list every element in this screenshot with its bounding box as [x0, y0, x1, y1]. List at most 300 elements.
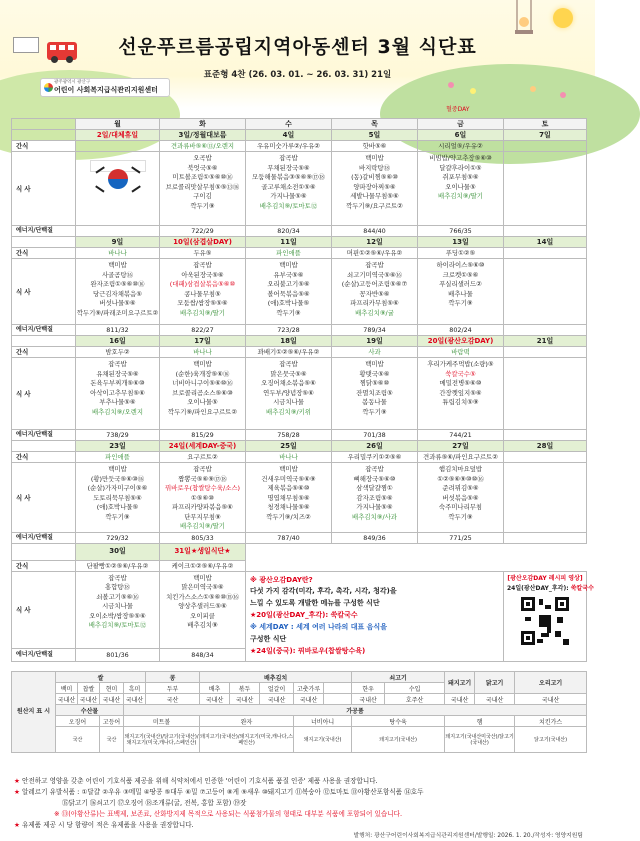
origin-head: 볶두 [230, 683, 260, 694]
meal-cell [332, 259, 418, 325]
origin-group-beef: 쇠고기 [352, 672, 445, 683]
origin-value2: 국산 [56, 727, 100, 753]
date-row [12, 130, 587, 141]
snack-cell: 바나나 [246, 452, 332, 463]
meal-item: 사골곰탕⑯ [101, 270, 134, 279]
date-cell: 5일 [332, 130, 418, 141]
logo-line1: 광주광역시 광산구 [54, 80, 91, 85]
snack-cell [504, 248, 587, 259]
info-note-line: ★24일(중국): 꿔바로우(찹쌀탕수육) [250, 646, 366, 655]
meal-item: 백미밥 [193, 573, 212, 582]
meal-item: 청경채나물⑤⑥ [267, 503, 310, 511]
snack-row [12, 141, 587, 152]
meal-row [12, 259, 587, 325]
meal-item: (황)만둣국⑤⑥⑩⑯ [90, 474, 145, 483]
meal-cell [504, 152, 587, 226]
meal-cell [246, 259, 332, 325]
origin-head: 현미 [100, 683, 124, 694]
origin-head: 두부 [146, 683, 200, 694]
meal-item: (순살)가자미구이⑤⑥ [87, 484, 148, 492]
meal-item: ①②⑤⑥⑨⑩⑩⑯ [437, 474, 484, 483]
meal-item: 가지나물⑤⑥ [270, 192, 307, 200]
snack-row [12, 560, 587, 571]
meal-item: 미트볼조림①⑤⑥⑩⑯ [172, 173, 233, 181]
meal-item: 깍두기⑨ [276, 308, 301, 317]
origin-value: 국내산 [56, 694, 78, 705]
meal-item: 찜닭⑤⑥⑩ [359, 379, 390, 387]
weekday-header-row [12, 119, 587, 130]
snack-cell: 견과류⑤⑥/파인요구르트② [418, 452, 504, 463]
meal-item: 맑은뭇국⑤⑥ [270, 369, 307, 378]
meal-item: (순한)육개장⑤⑥⑯ [175, 369, 230, 378]
meal-item: 제육볶음⑤⑥⑩ [267, 484, 310, 492]
date-cell: 12일 [332, 237, 418, 248]
date-cell: 7일 [504, 130, 587, 141]
info-note-line: 다섯 가지 감각(미각, 후각, 촉각, 시각, 청각)을 [250, 587, 397, 596]
meal-item: (대패)삼겹살볶음⑤⑥⑩ [169, 280, 236, 288]
meal-row [12, 463, 587, 533]
recipe-video-box [504, 571, 594, 661]
date-cell: 27일 [418, 441, 504, 452]
energy-cell: 802/24 [418, 325, 504, 336]
origin-head2: 고등어 [100, 716, 124, 727]
meal-item: 삼색달걀찜① [356, 484, 393, 492]
origin-group-kimchi: 배추김치 [200, 672, 352, 683]
meal-cell [76, 259, 160, 325]
meal-item: 쇠볼고기⑤⑥⑯ [96, 592, 139, 601]
meal-item: 쇠고기미역국⑤⑥⑯ [347, 270, 402, 279]
snack-label: 간식 [12, 248, 76, 259]
meal-label: 식 사 [12, 259, 76, 325]
korean-flag-icon [90, 160, 146, 172]
snack-cell [504, 141, 587, 152]
recipe-line: 24일(광산DAY_후각): 쑥칼국수 [507, 585, 594, 592]
weekday-fri: 금 [418, 119, 504, 130]
date-cell: 3일/정월대보름 [160, 130, 246, 141]
meal-item: 백미밥 [279, 465, 298, 473]
meal-item: 브로콜리맛살무침⑤⑤⑬⑯ [165, 182, 240, 191]
meal-item: 잡곡밥 [279, 360, 298, 368]
meal-item: 깍두기⑨/요구르트② [346, 201, 403, 210]
energy-cell: 738/29 [76, 430, 160, 441]
energy-cell [504, 226, 587, 237]
date-cell: 26일 [332, 441, 418, 452]
origin-head2: 치킨가스 [515, 716, 587, 727]
meal-item: 배추김치⑨/사과 [352, 512, 397, 521]
center-logo [40, 78, 170, 97]
energy-cell: 801/36 [76, 648, 160, 661]
snack-cell: 밤호두② [76, 347, 160, 358]
meal-item: 달걀후라이①⑤ [439, 163, 482, 172]
weeks-body [12, 130, 594, 662]
meal-item: 배추김치⑨/키위 [266, 407, 311, 416]
meal-item: 잡곡밥 [193, 261, 212, 269]
meal-cell [160, 358, 246, 430]
meal-cell [76, 463, 160, 533]
energy-cell: 766/35 [418, 226, 504, 237]
meal-item: 햄김치마요덮밥 [438, 465, 483, 473]
energy-row [12, 325, 587, 336]
meal-label: 식 사 [12, 571, 76, 648]
meal-item: 잡곡밥 [108, 360, 127, 368]
weekday-wed: 수 [246, 119, 332, 130]
snack-cell: 견과류바⑤⑥⑬/오렌지 [160, 141, 246, 152]
meal-item: (애)호박나물⑤ [267, 299, 310, 307]
origin-group-seafood: 수산물 [56, 705, 124, 716]
snack-label: 간식 [12, 452, 76, 463]
origin-label: 원산지 표 시 [12, 672, 56, 753]
origin-value: 국내산 [230, 694, 260, 705]
meal-item: 오이나물⑤ [445, 182, 476, 191]
origin-head2: 완자 [200, 716, 294, 727]
meal-item: 백미밥 [365, 154, 384, 162]
energy-cell [504, 533, 587, 544]
origin-value: 국내산 [260, 694, 294, 705]
energy-cell [504, 430, 587, 441]
meal-item: 배추김치⑨/딸기 [180, 522, 225, 530]
meal-cell [332, 358, 418, 430]
energy-label: 에너지/단백질 [12, 430, 76, 441]
meal-item: 단무지무침⑨ [184, 512, 221, 521]
meal-item: 배추김치⑨/딸기 [180, 308, 225, 317]
snack-label: 간식 [12, 560, 76, 571]
meal-item: 건새우미역국⑤⑥⑨ [261, 474, 316, 483]
meal-item: 배추김치⑨/귤 [355, 308, 394, 317]
meal-item: 준려뮈김⑤⑥ [442, 484, 479, 492]
meal-cell [504, 358, 587, 430]
origin-value: 국내산 [352, 694, 385, 705]
meal-item: 아욱된장국⑤⑥ [181, 270, 224, 279]
meal-item: 배추김치⑨/토마토⑫ [259, 201, 318, 210]
menu-table [11, 118, 594, 662]
meal-item: 볼어묵볶음⑤⑥ [267, 289, 310, 298]
meal-item: (순살)고등어조림⑤⑥⑦ [341, 280, 408, 288]
origin-head: 얼갈이 [260, 683, 294, 694]
origin-head: 한우 [352, 683, 385, 694]
origin-group-rice: 쌀 [56, 672, 146, 683]
snack-label: 간식 [12, 141, 76, 152]
origin-head: 배추 [200, 683, 230, 694]
meal-item: ①⑤⑥⑩ [191, 493, 214, 502]
energy-row [12, 430, 587, 441]
snack-row [12, 347, 587, 358]
meal-item: 비빔밥/약고추장⑤⑥⑩ [429, 154, 492, 162]
recipe-title: [광산오감DAY 레시피 영상] [507, 574, 583, 582]
snack-cell [504, 347, 587, 358]
weekday-sat: 토 [504, 119, 587, 130]
note-line: ⑮닭고기 ⑯쇠고기 ⑰오징어 ⑱조개류(굴, 전복, 홍합 포함) ⑲잣 [62, 798, 247, 807]
origin-head2: 탕수육 [352, 716, 445, 727]
logo-line2: 어린이 사회복지급식관리지원센터 [54, 86, 158, 94]
origin-value: 국내산 [124, 694, 146, 705]
date-cell: 18일 [246, 336, 332, 347]
meal-item: 쥐포무침⑤⑥ [442, 173, 479, 181]
meal-row [12, 571, 587, 648]
meal-item: 유부국⑤⑥ [273, 270, 304, 279]
meal-item: 모둠해물볶음③⑤⑥⑨⑰⑱ [252, 173, 325, 181]
meal-item: 감자조림⑤⑥ [356, 493, 393, 502]
energy-cell: 787/40 [246, 533, 332, 544]
notes-section [14, 776, 589, 830]
snack-cell: 시리얼⑤/우유② [418, 141, 504, 152]
snack-cell: 단팥빵①②⑤⑥/우유② [76, 560, 160, 571]
energy-row [12, 226, 587, 237]
origin-group-duck: 오리고기 [515, 672, 587, 694]
flower-icon [530, 86, 536, 92]
snack-cell: 우리밀쿠키①②⑤⑥ [332, 452, 418, 463]
meal-item: 오리불고기⑤⑥ [267, 280, 310, 288]
meal-item: 뼈해장국⑤⑥⑩ [353, 474, 396, 483]
meal-item: 오곡밥 [193, 154, 212, 162]
meal-item: 잡곡밥 [193, 465, 212, 473]
snack-cell: 두유⑤ [160, 248, 246, 259]
meal-item: 오이나물⑤ [187, 398, 218, 406]
origin-head [324, 683, 352, 694]
meal-label: 식 사 [12, 463, 76, 533]
meal-item: 양파장아찌⑤⑥ [353, 182, 396, 191]
meal-item: 홍합탕⑱ [105, 583, 130, 591]
meal-item: 백미밥 [108, 261, 127, 269]
date-cell: 31일★생일식단★ [160, 544, 246, 561]
energy-cell: 805/33 [160, 533, 246, 544]
origin-value2: 닭고기(국내산) [515, 727, 587, 753]
snack-cell: 요구르트② [160, 452, 246, 463]
date-row [12, 237, 587, 248]
origin-head: 백미 [56, 683, 78, 694]
origin-head: 찹쌀 [78, 683, 100, 694]
meal-cell [504, 259, 587, 325]
meal-item: 백미밥 [365, 360, 384, 368]
origin-value2: 돼지고기(국내산) [352, 727, 445, 753]
info-note-line: 느낄 수 있도록 개발한 메뉴를 구성한 식단 [250, 599, 380, 608]
date-row [12, 336, 587, 347]
meal-item: 파프리카양파볶음⑤⑥ [172, 503, 233, 511]
energy-cell: 822/27 [160, 325, 246, 336]
meal-item: 유채된장국⑤⑥ [96, 369, 139, 378]
meal-item: 백미밥 [193, 360, 212, 368]
meal-item: 오징어채소볶음⑤⑥ [261, 379, 316, 387]
origin-value2: 돼지고기(국내산)/돼지고기(미국,캐나다,스페인산) [200, 727, 294, 753]
meal-item: 튜립김치⑤⑨ [442, 398, 479, 406]
note-line: ★ 안전하고 영양을 갖춘 어린이 기호식품 제공을 위해 식약처에서 인증한 '어린이 기호식품 품질 인증' 제품 사용을 권장합니다. [14, 777, 378, 785]
flower-icon [560, 92, 566, 98]
meal-cell [504, 463, 587, 533]
snack-cell: 머핀①②⑤⑥/우유② [332, 248, 418, 259]
note-line: ★ 유제품 제공 시 당 함량이 적은 유제품을 사용을 권장합니다. [14, 820, 194, 829]
meal-item: 하이라이스⑤⑥⑩ [436, 261, 485, 269]
energy-cell: 820/34 [246, 226, 332, 237]
meal-item: 돈육두부찌개⑤⑥⑩ [90, 379, 145, 387]
meal-item: 도토리묵무침⑤⑥ [93, 493, 142, 502]
date-row [12, 544, 587, 561]
qr-code-icon[interactable] [521, 597, 569, 645]
flower-icon [470, 88, 476, 94]
snack-cell [504, 452, 587, 463]
meal-item: 잡곡밥 [279, 154, 298, 162]
meal-item: 너비아니구이⑤⑥⑩⑯ [172, 379, 233, 387]
date-cell: 16일 [76, 336, 160, 347]
page-subtitle: 표준형 4찬 (26. 03. 01. ~ 26. 03. 31) 21일 [203, 70, 392, 80]
date-cell: 9일 [76, 237, 160, 248]
origin-value: 호주산 [385, 694, 445, 705]
snack-cell: 핫바⑤⑥ [332, 141, 418, 152]
meal-item: 잡곡밥 [108, 573, 127, 582]
origin-group-processed: 가공품 [124, 705, 587, 716]
info-note-line: ※ 세계DAY : 세계 여러 나라의 대표 음식을 [250, 623, 387, 632]
meal-cell [160, 259, 246, 325]
energy-cell: 744/21 [418, 430, 504, 441]
info-note-line: ★20일(광산DAY_후각): 쑥칼국수 [250, 611, 358, 620]
meal-cell [418, 259, 504, 325]
origin-value: 국내산 [78, 694, 100, 705]
meal-item: 브로콜리곰소스⑤⑥⑩ [172, 388, 233, 397]
meal-item: (애)호박나물⑤ [96, 503, 139, 511]
meal-item: 시금치나물 [102, 602, 133, 610]
meal-cell [332, 463, 418, 533]
date-cell: 6일 [418, 130, 504, 141]
meal-item: 배추김치⑨/딸기 [438, 192, 483, 200]
meal-item: 짬뽕국⑤⑥⑨⑰⑱ [178, 474, 227, 483]
origin-group-bean: 콩 [146, 672, 200, 683]
date-cell: 10일(삼겹살DAY) [160, 237, 246, 248]
info-notes [246, 571, 504, 661]
origin-value: 국산 [146, 694, 200, 705]
meal-item: 버섯볶음⑤⑥ [442, 493, 479, 502]
origin-head2: 오징어 [56, 716, 100, 727]
energy-cell: 815/29 [160, 430, 246, 441]
meal-cell [246, 152, 332, 226]
origin-head2: 햄 [445, 716, 515, 727]
meal-item: 깍두기⑨ [448, 299, 473, 307]
meal-item: 시금치나물 [273, 398, 304, 406]
meal-item: 골고루채소전①⑤⑥ [261, 182, 316, 191]
snack-row [12, 452, 587, 463]
meal-item: 백미밥 [108, 465, 127, 473]
snack-cell: 파인애플 [246, 248, 332, 259]
meal-cell [418, 152, 504, 226]
meal-item: 구이김 [193, 192, 212, 200]
origin-value: 국내산 [515, 694, 587, 705]
meal-cell [418, 358, 504, 430]
origin-head: 흑미 [124, 683, 146, 694]
date-cell: 28일 [504, 441, 587, 452]
weekday-thu: 목 [332, 119, 418, 130]
date-cell: 21일 [504, 336, 587, 347]
meal-item: 완자조림①⑤⑥⑩⑯ [90, 280, 145, 288]
energy-cell: 722/29 [160, 226, 246, 237]
meal-item: 콩나물무침⑤ [184, 289, 221, 298]
origin-value2: 국산 [100, 727, 124, 753]
meal-label: 식 사 [12, 152, 76, 226]
snack-cell [76, 141, 160, 152]
meal-item: 연두부/양념장⑤⑥ [263, 388, 314, 397]
origin-value: 국내산 [475, 694, 515, 705]
meal-item: 꿔바로우(찹쌀탕수육/소스) [164, 484, 241, 492]
origin-value: 국내산 [200, 694, 230, 705]
meal-cell [76, 152, 160, 226]
meal-item: 깍두기⑨/치즈② [266, 512, 311, 521]
date-cell: 23일 [76, 441, 160, 452]
header-banner [0, 0, 595, 108]
info-note-line: ※ 광산오감DAY란? [250, 575, 313, 584]
meal-item: 북엇국⑤⑥ [187, 163, 218, 172]
footer: 발행처: 광산구어린이사회복지급식관리지원센터/발행일: 2026. 1. 20./작성자: 영양지원팀 [353, 833, 583, 839]
meal-item: 깍두기⑨/파래조미요구르트② [76, 308, 159, 317]
meal-item: 가지나물⑤⑥ [356, 503, 393, 511]
meal-item: 모둠쌈/쌈장⑤⑤⑥ [177, 299, 228, 307]
origin-value2: 돼지고기(국내산) [294, 727, 352, 753]
meal-item: 황탯국⑤⑥ [359, 369, 390, 378]
meal-item: 백미밥 [279, 261, 298, 269]
snack-cell: 푸딩①②⑤ [418, 248, 504, 259]
page-title: 선운푸르름공립지역아동센터 3월 식단표 [118, 36, 477, 58]
meal-item: 푸실리샐러드② [439, 280, 482, 288]
sun-icon [553, 8, 573, 28]
meal-item: 치킨가스소스①⑤⑥⑩⑮⑯ [166, 592, 239, 601]
origin-table [11, 671, 587, 753]
meal-cell [418, 463, 504, 533]
snack-cell: 파인애플 [76, 452, 160, 463]
meal-item: 명엽채무침⑤⑥ [267, 493, 310, 502]
meal-cell [76, 358, 160, 430]
meal-item: 아삭이고추무침⑤⑥ [90, 388, 145, 397]
date-cell: 11일 [246, 237, 332, 248]
meal-cell [76, 571, 160, 648]
event-tag: 혈중DAY [446, 106, 470, 113]
meal-item: 크로켓①⑤⑥ [442, 270, 479, 279]
date-cell: 19일 [332, 336, 418, 347]
meal-item: 배추김치⑨ [187, 621, 218, 629]
energy-cell: 811/32 [76, 325, 160, 336]
origin-value2: 돼지고기(국내산)/닭고기(국내산)/돼지고기(미국,캐나다,스페인산) [124, 727, 200, 753]
meal-item: 무채된장국⑤⑥ [267, 163, 310, 172]
meal-item: 깍두기⑨ [362, 407, 387, 416]
meal-cell [160, 152, 246, 226]
snack-cell: 바나나 [160, 347, 246, 358]
energy-cell [504, 325, 587, 336]
snack-cell: 꽈배기①②⑤⑥/우유② [246, 347, 332, 358]
meal-cell [160, 463, 246, 533]
meal-item: 봄동나물 [362, 398, 387, 406]
meal-item: 꽁자반⑤⑥ [359, 289, 390, 298]
meal-item: 간장껫잎지⑤⑥ [439, 388, 482, 397]
meal-item: 오이피클 [190, 611, 215, 620]
meal-item: 오이소박/쌈장⑤⑤⑥ [89, 611, 146, 620]
meal-item: 잔멸치조림⑤ [356, 388, 393, 397]
meal-item: 양상추샐러드⑤⑥ [178, 602, 227, 610]
energy-label: 에너지/단백질 [12, 325, 76, 336]
date-cell: 20일(광산오감DAY) [418, 336, 504, 347]
meal-item: 잡곡밥 [365, 465, 384, 473]
origin-value: 국내산 [294, 694, 324, 705]
origin-head2: 너비아니 [294, 716, 352, 727]
origin-head: 수입 [385, 683, 445, 694]
date-cell: 24일(세계DAY-중국) [160, 441, 246, 452]
date-row [12, 441, 587, 452]
origin-value: 국내산 [445, 694, 475, 705]
snack-label: 간식 [12, 347, 76, 358]
origin-value2: 돼지고기(국내산미국산)/닭고기(국내산) [445, 727, 515, 753]
snack-cell: 바나나 [76, 248, 160, 259]
snack-cell: 우유미숫가루②/우유② [246, 141, 332, 152]
date-cell: 4일 [246, 130, 332, 141]
flower-icon [448, 82, 454, 88]
weekday-tue: 화 [160, 119, 246, 130]
meal-item: 파프리카무침⑤⑥ [350, 299, 399, 307]
energy-label: 에너지/단백질 [12, 648, 76, 661]
snack-cell: 케이크①②⑤⑥/우유② [160, 560, 246, 571]
meal-item: 쑥칼국수⑤ [445, 369, 476, 378]
